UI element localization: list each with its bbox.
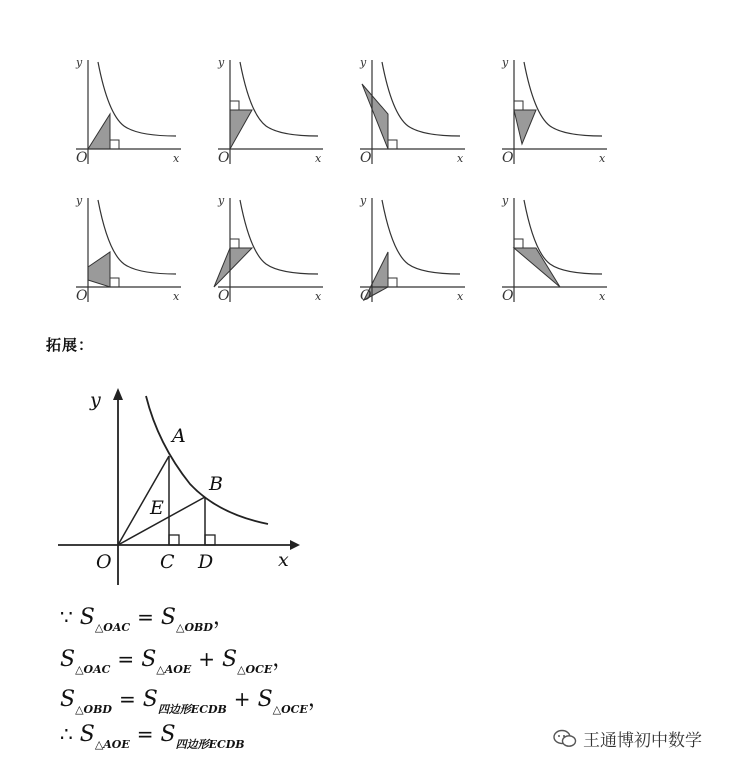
svg-text:y: y bbox=[76, 56, 83, 69]
label-O: O bbox=[96, 551, 112, 573]
extension-diagram bbox=[50, 380, 310, 590]
label-D: D bbox=[198, 551, 214, 573]
svg-text:y: y bbox=[360, 56, 367, 69]
mini-figure-3 bbox=[350, 52, 480, 172]
proof-line-4: ∴ $S_{\triangle AOE} = S_{四边形ECDB}$ bbox=[60, 722, 245, 751]
svg-text:x: x bbox=[173, 290, 180, 303]
svg-text:y: y bbox=[218, 194, 225, 207]
svg-text:O: O bbox=[218, 288, 230, 304]
proof-line-2: $S_{\triangle OAC} = S_{\triangle AOE} + S_{\triangle OCE}$， bbox=[60, 647, 295, 676]
watermark-text: 王通博初中数学 bbox=[583, 731, 702, 751]
label-y: y bbox=[90, 389, 101, 411]
label-E: E bbox=[150, 497, 164, 519]
svg-text:x: x bbox=[315, 152, 322, 165]
label-B: B bbox=[209, 473, 223, 495]
svg-text:x: x bbox=[599, 152, 606, 165]
mini-figure-1 bbox=[66, 52, 196, 172]
watermark bbox=[553, 726, 702, 751]
svg-text:O: O bbox=[76, 288, 88, 304]
svg-text:y: y bbox=[76, 194, 83, 207]
svg-text:O: O bbox=[218, 150, 230, 166]
svg-text:O: O bbox=[502, 288, 514, 304]
svg-text:x: x bbox=[457, 290, 464, 303]
svg-text:O: O bbox=[502, 150, 514, 166]
svg-text:O: O bbox=[360, 288, 372, 304]
mini-figure-6 bbox=[208, 190, 338, 310]
mini-figure-7 bbox=[350, 190, 480, 310]
mini-figure-8 bbox=[492, 190, 622, 310]
svg-text:y: y bbox=[502, 56, 509, 69]
label-C: C bbox=[160, 551, 175, 573]
svg-text:x: x bbox=[173, 152, 180, 165]
svg-text:y: y bbox=[502, 194, 509, 207]
label-x: x bbox=[278, 549, 289, 571]
svg-text:x: x bbox=[599, 290, 606, 303]
label-A: A bbox=[172, 425, 186, 447]
svg-text:y: y bbox=[218, 56, 225, 69]
svg-text:O: O bbox=[76, 150, 88, 166]
mini-figure-4 bbox=[492, 52, 622, 172]
svg-text:x: x bbox=[457, 152, 464, 165]
mini-figure-2 bbox=[208, 52, 338, 172]
wechat-icon bbox=[553, 729, 577, 749]
proof-line-3: $S_{\triangle OBD} = S_{四边形ECDB} + S_{\triangle OCE}$， bbox=[60, 687, 330, 716]
svg-text:O: O bbox=[360, 150, 372, 166]
svg-text:y: y bbox=[360, 194, 367, 207]
mini-figure-5 bbox=[66, 190, 196, 310]
proof-line-1: ∵ $S_{\triangle OAC} = S_{\triangle OBD}$， bbox=[60, 605, 235, 634]
section-title: 拓展： bbox=[46, 336, 95, 354]
svg-text:x: x bbox=[315, 290, 322, 303]
